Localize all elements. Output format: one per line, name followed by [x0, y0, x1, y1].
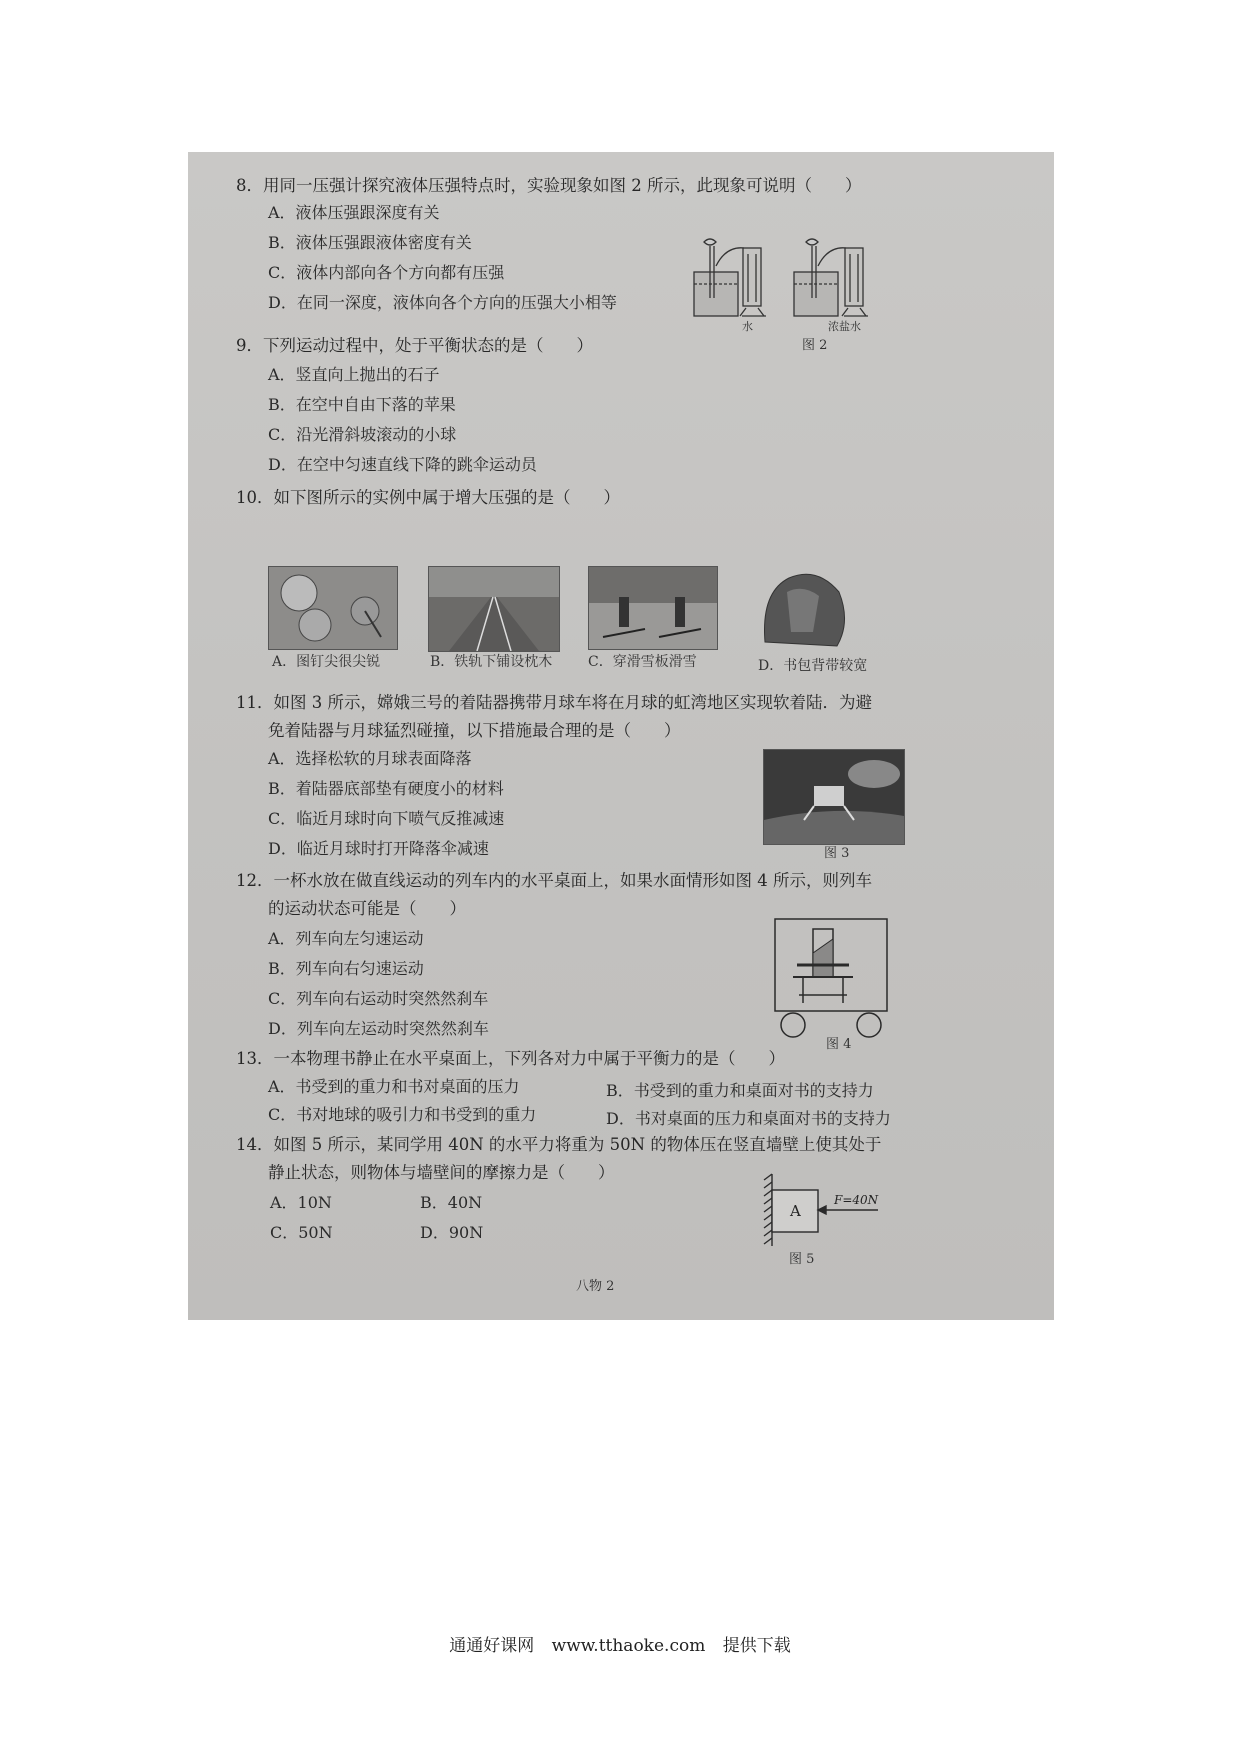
- q8-option-a: A．液体压强跟深度有关: [268, 203, 440, 222]
- q12-stem-line1: 12．一杯水放在做直线运动的列车内的水平桌面上，如果水面情形如图 4 所示，则列车: [236, 871, 872, 890]
- q10-caption-b: B．铁轨下铺设枕木: [430, 654, 553, 670]
- q10-caption-c: C．穿滑雪板滑雪: [588, 654, 697, 670]
- q13-stem: 13．一本物理书静止在水平桌面上，下列各对力中属于平衡力的是（ ）: [236, 1049, 785, 1068]
- q12-stem-line2: 的运动状态可能是（ ）: [268, 899, 466, 918]
- q14-option-a: A．10N: [270, 1193, 332, 1212]
- q9-option-b: B．在空中自由下落的苹果: [268, 395, 456, 414]
- q8-stem: 8．用同一压强计探究液体压强特点时，实验现象如图 2 所示，此现象可说明（ ）: [236, 176, 862, 195]
- q10-stem: 10．如下图所示的实例中属于增大压强的是（ ）: [236, 488, 620, 507]
- scanned-exam-page: [188, 152, 1054, 1320]
- q14-option-c: C．50N: [270, 1223, 333, 1242]
- fig5-force-label: F=40N: [834, 1193, 879, 1207]
- photo-schoolbag: [753, 562, 853, 654]
- q13-option-c: C．书对地球的吸引力和书受到的重力: [268, 1105, 537, 1124]
- q13-option-d: D．书对桌面的压力和桌面对书的支持力: [606, 1109, 891, 1128]
- q8-option-d: D．在同一深度，液体向各个方向的压强大小相等: [268, 293, 617, 312]
- fig2-label-salt: 浓盐水: [828, 320, 861, 332]
- q12-option-a: A．列车向左匀速运动: [268, 929, 424, 948]
- q13-option-a: A．书受到的重力和书对桌面的压力: [268, 1077, 520, 1096]
- fig5-block-label: A: [790, 1202, 801, 1220]
- q14-stem-line2: 静止状态，则物体与墙壁间的摩擦力是（ ）: [268, 1163, 615, 1182]
- q11-option-a: A．选择松软的月球表面降落: [268, 749, 472, 768]
- fig2-label-water: 水: [742, 320, 753, 332]
- q8-option-b: B．液体压强跟液体密度有关: [268, 233, 472, 252]
- q14-stem-line1: 14．如图 5 所示，某同学用 40N 的水平力将重为 50N 的物体压在竖直墙壁上使其处于: [236, 1135, 882, 1154]
- figure-4-train-water-cup: [773, 917, 891, 1039]
- q11-option-c: C．临近月球时向下喷气反推减速: [268, 809, 505, 828]
- fig3-caption: 图 3: [824, 846, 850, 861]
- q12-option-d: D．列车向左运动时突然然刹车: [268, 1019, 489, 1038]
- footer-site-name: 通通好课网: [449, 1636, 535, 1656]
- q14-option-d: D．90N: [420, 1223, 484, 1242]
- q11-option-d: D．临近月球时打开降落伞减速: [268, 839, 489, 858]
- q12-option-c: C．列车向右运动时突然然刹车: [268, 989, 489, 1008]
- q9-stem: 9．下列运动过程中，处于平衡状态的是（ ）: [236, 336, 593, 355]
- q9-option-d: D．在空中匀速直线下降的跳伞运动员: [268, 455, 537, 474]
- photo-railway-sleepers: [428, 566, 560, 652]
- q13-option-b: B．书受到的重力和桌面对书的支持力: [606, 1081, 874, 1100]
- figure-3-lunar-lander: [763, 749, 905, 845]
- q9-option-c: C．沿光滑斜坡滚动的小球: [268, 425, 457, 444]
- q8-option-c: C．液体内部向各个方向都有压强: [268, 263, 505, 282]
- fig2-caption: 图 2: [802, 338, 828, 353]
- q10-caption-d: D．书包背带较宽: [758, 658, 868, 674]
- fig4-caption: 图 4: [826, 1037, 852, 1052]
- page-label: 八物 2: [576, 1279, 615, 1294]
- figure-5-block-on-wall: [760, 1172, 910, 1248]
- q9-option-a: A．竖直向上抛出的石子: [268, 365, 440, 384]
- photo-thumbtacks: [268, 566, 398, 650]
- page-footer: [0, 1631, 1240, 1656]
- figure-2-pressure-gauge: [688, 236, 898, 332]
- q11-stem-line2: 免着陆器与月球猛烈碰撞，以下措施最合理的是（ ）: [268, 721, 681, 740]
- q14-option-b: B．40N: [420, 1193, 483, 1212]
- photo-skiing: [588, 566, 718, 650]
- q10-caption-a: A．图钉尖很尖锐: [272, 654, 381, 670]
- q12-option-b: B．列车向右匀速运动: [268, 959, 424, 978]
- footer-note: 提供下载: [722, 1636, 791, 1656]
- q11-stem-line1: 11．如图 3 所示，嫦娥三号的着陆器携带月球车将在月球的虹湾地区实现软着陆．为避: [236, 693, 872, 712]
- fig5-caption: 图 5: [789, 1252, 815, 1267]
- q11-option-b: B．着陆器底部垫有硬度小的材料: [268, 779, 504, 798]
- footer-url[interactable]: www.tthaoke.com: [551, 1636, 706, 1656]
